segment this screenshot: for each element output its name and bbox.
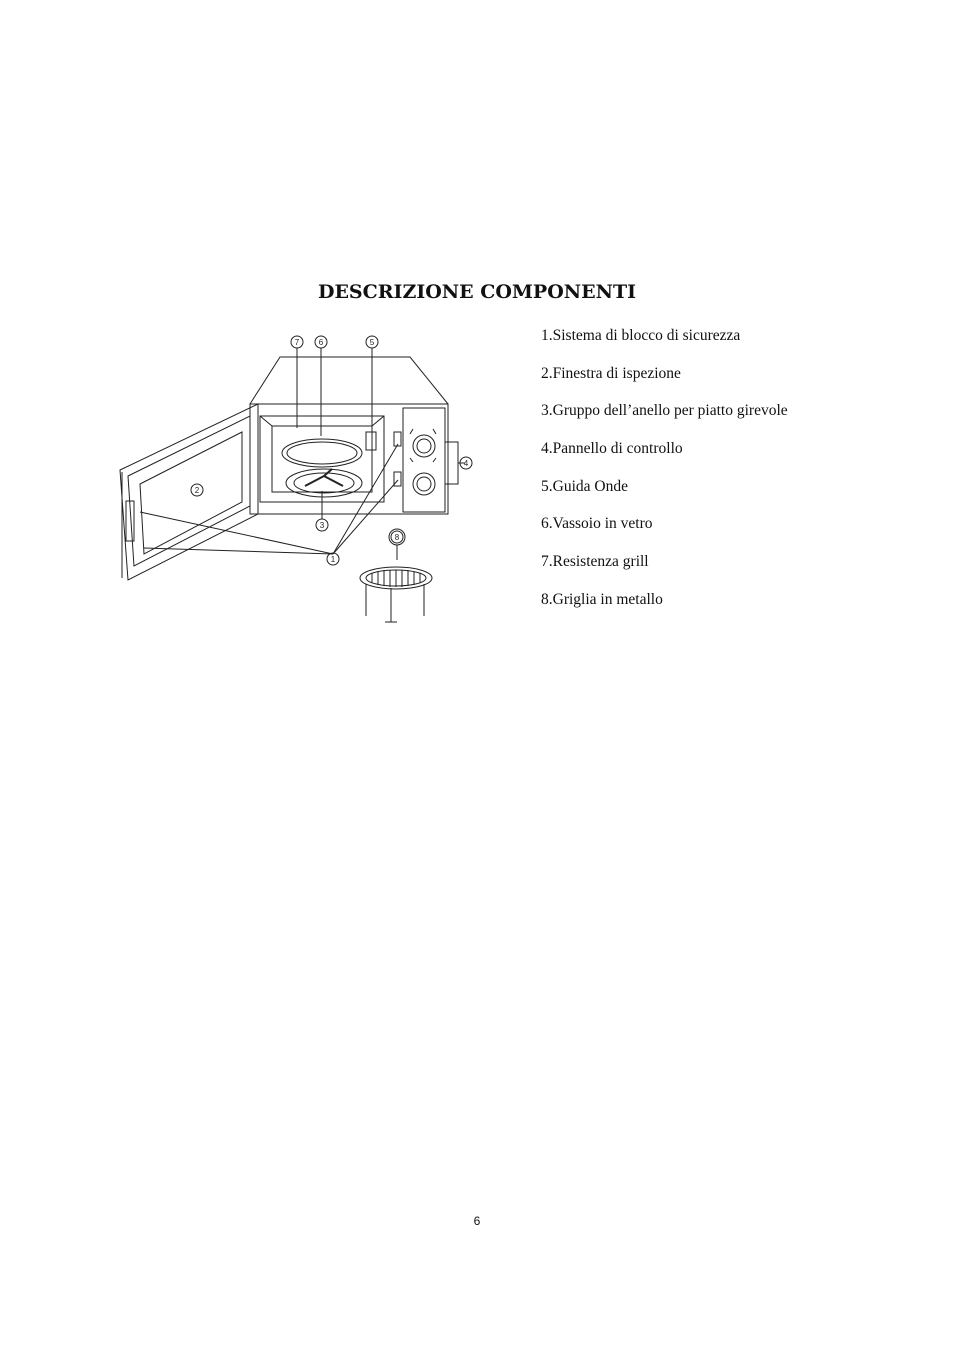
microwave-diagram	[110, 326, 490, 631]
page-title: DESCRIZIONE COMPONENTI	[317, 281, 637, 303]
list-item: 1.Sistema di blocco di sicurezza	[541, 327, 741, 344]
callout-1: 1	[330, 555, 336, 564]
list-item: 4.Pannello di controllo	[541, 440, 683, 458]
list-item: 8.Griglia in metallo	[541, 590, 663, 608]
callout-6: 6	[318, 338, 324, 347]
parts-list	[541, 325, 788, 627]
page-number: 6	[473, 1214, 481, 1228]
list-item: 2.Finestra di ispezione	[541, 364, 681, 382]
list-item: 3.Gruppo dell’anello per piatto girevole	[541, 402, 788, 420]
callout-5: 5	[369, 338, 375, 347]
callout-7: 7	[294, 338, 300, 347]
callout-3: 3	[319, 521, 325, 530]
list-item: 6.Vassoio in vetro	[541, 515, 653, 533]
list-item: 7.Resistenza grill	[541, 553, 649, 571]
callout-2: 2	[194, 486, 200, 495]
callout-8: 8	[394, 533, 400, 542]
callout-4: 4	[463, 459, 469, 468]
list-item: 5.Guida Onde	[541, 477, 628, 495]
